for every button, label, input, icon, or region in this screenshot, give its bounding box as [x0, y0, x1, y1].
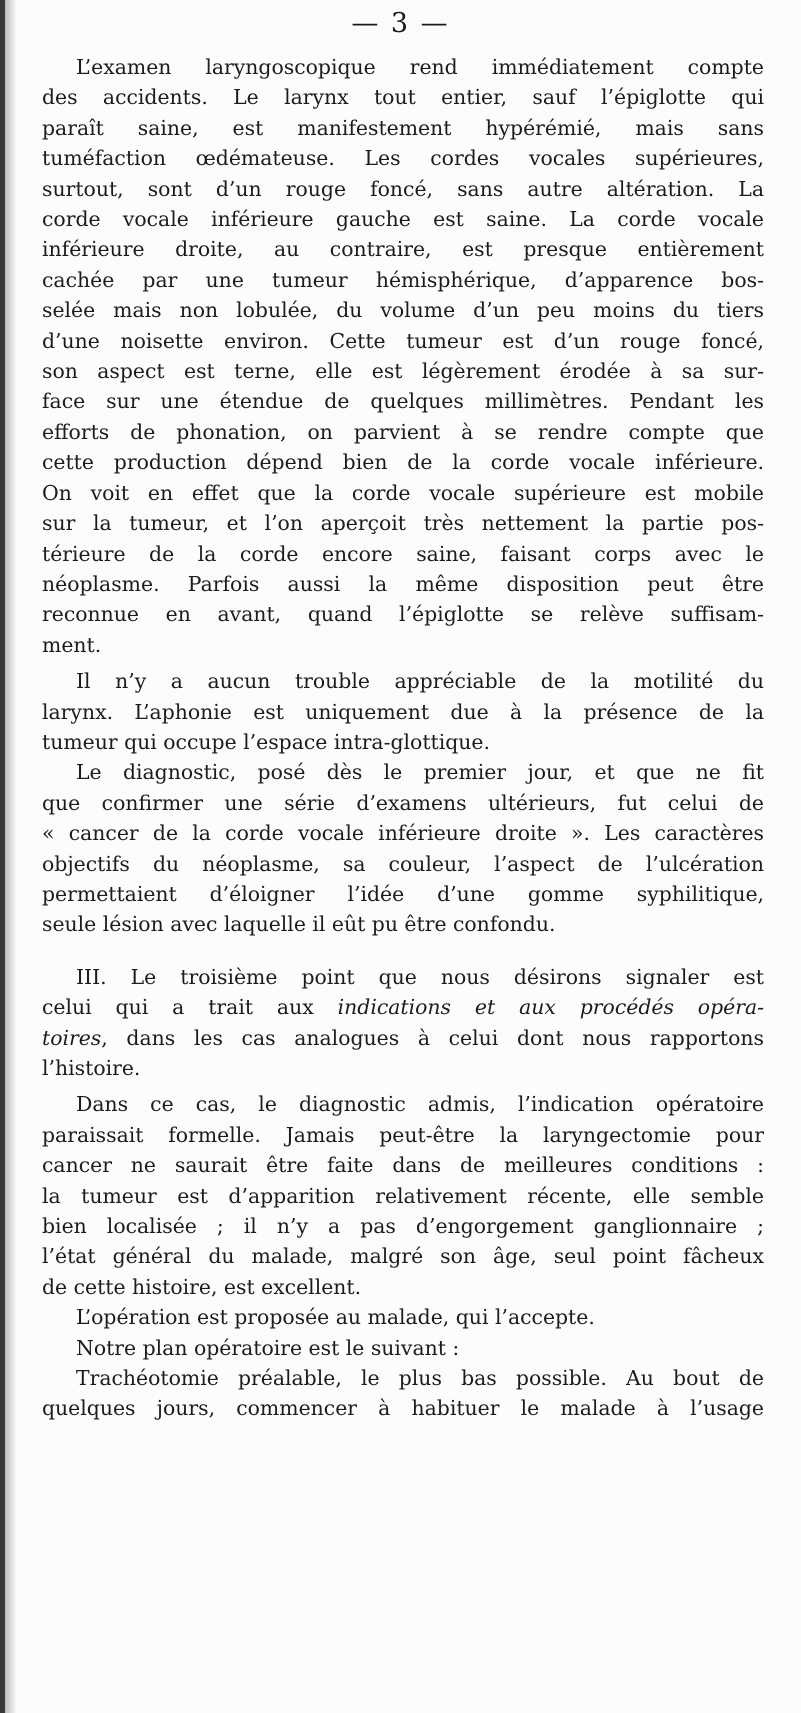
text-line: corde vocale inférieure gauche est saine. La corde vocale — [42, 207, 764, 232]
text-line: cette production dépend bien de la corde vocale inférieure. — [42, 450, 764, 475]
paragraph-operation-proposed — [42, 1302, 764, 1332]
text-line: permettaient d’éloigner l’idée d’une gomme syphilitique, — [42, 881, 764, 906]
text-run: , dans les cas analogues à celui dont nous rapportons — [101, 1025, 764, 1050]
text-line: cancer ne saurait être faite dans de meilleures conditions : — [42, 1153, 764, 1178]
text-line: selée mais non lobulée, du volume d’un peu moins du tiers — [42, 298, 764, 323]
text-line: objectifs du néoplasme, sa couleur, l’aspect de l’ulcération — [42, 851, 764, 876]
text-line: la tumeur est d’apparition relativement récente, elle semble — [42, 1183, 764, 1208]
paragraph-indication — [42, 1089, 764, 1302]
text-line: néoplasme. Parfois aussi la même disposition peut être — [42, 571, 764, 596]
text-line: paraît saine, est manifestement hypérémié, mais sans — [42, 115, 764, 140]
text-line: des accidents. Le larynx tout entier, sauf l’épiglotte qui — [42, 85, 764, 110]
text-line: tumeur qui occupe l’espace intra-glottique. — [42, 729, 490, 754]
text-line: Dans ce cas, le diagnostic admis, l’indication opératoire — [76, 1092, 764, 1117]
text-line: bien localisée ; il n’y a pas d’engorgement ganglionnaire ; — [42, 1214, 764, 1239]
text-line: inférieure droite, au contraire, est presque entièrement — [42, 237, 764, 262]
emphasis-text: toires — [42, 1025, 102, 1050]
paragraph-motility — [42, 666, 764, 757]
text-line: l’histoire. — [42, 1056, 141, 1080]
text-line: « cancer de la corde vocale inférieure droite ». Les caractères — [42, 821, 764, 846]
section-gap — [42, 940, 764, 962]
text-line: que confirmer une série d’examens ultérieurs, fut celui de — [42, 790, 764, 815]
text-line: ment. — [42, 632, 102, 657]
text-line: de cette histoire, est excellent. — [42, 1274, 362, 1299]
text-line: tuméfaction œdémateuse. Les cordes vocales supérieures, — [42, 146, 764, 171]
text-run: celui qui a trait aux — [42, 995, 338, 1020]
text-line: seule lésion avec laquelle il eût pu être confondu. — [42, 912, 556, 937]
text-line: Trachéotomie préalable, le plus bas possible. Au bout de — [76, 1366, 764, 1391]
page-binding-shadow — [5, 0, 17, 1713]
text-line: L’examen laryngoscopique rend immédiatement compte — [76, 55, 764, 79]
text-line — [42, 1023, 764, 1053]
page-number: — 3 — — [351, 8, 450, 39]
text-line: face sur une étendue de quelques millimètres. Pendant les — [42, 389, 764, 414]
text-line: Notre plan opératoire est le suivant : — [76, 1335, 460, 1360]
text-line: l’état général du malade, malgré son âge, seul point fâcheux — [42, 1244, 764, 1269]
text-line: Le diagnostic, posé dès le premier jour, et que ne fit — [76, 760, 764, 785]
text-line: efforts de phonation, on parvient à se rendre compte que — [42, 419, 764, 444]
text-line: cachée par une tumeur hémisphérique, d’apparence bos- — [42, 267, 764, 292]
paragraph-section-three — [42, 962, 764, 1084]
text-line: surtout, sont d’un rouge foncé, sans autre altération. La — [42, 176, 764, 201]
text-line: sur la tumeur, et l’on aperçoit très nettement la partie pos- — [42, 511, 764, 536]
text-line — [42, 992, 764, 1022]
text-line: térieure de la corde encore saine, faisant corps avec le — [42, 541, 764, 566]
text-line: paraissait formelle. Jamais peut-être la laryngectomie pour — [42, 1122, 764, 1147]
text-line: son aspect est terne, elle est légèrement érodée à sa sur- — [42, 359, 764, 384]
emphasis-text: indications et aux procédés opéra- — [337, 995, 764, 1020]
text-line: Il n’y a aucun trouble appréciable de la motilité du — [76, 669, 764, 694]
text-line: On voit en effet que la corde vocale supérieure est mobile — [42, 480, 764, 505]
text-line: larynx. L’aphonie est uniquement due à la présence de la — [42, 699, 764, 724]
text-line: reconnue en avant, quand l’épiglotte se relève suffisam- — [42, 602, 764, 627]
paragraph-operative-plan — [42, 1333, 764, 1363]
text-line: L’opération est proposée au malade, qui l’accepte. — [76, 1305, 595, 1330]
text-line: d’une noisette environ. Cette tumeur est d’un rouge foncé, — [42, 328, 764, 353]
text-line: quelques jours, commencer à habituer le malade à l’usage — [42, 1396, 764, 1421]
paragraph-tracheotomy — [42, 1363, 764, 1424]
text-line: III. Le troisième point que nous désirons signaler est — [76, 964, 764, 989]
paragraph-diagnosis — [42, 757, 764, 939]
paragraph-examination — [42, 52, 764, 660]
body-text — [42, 52, 764, 1424]
